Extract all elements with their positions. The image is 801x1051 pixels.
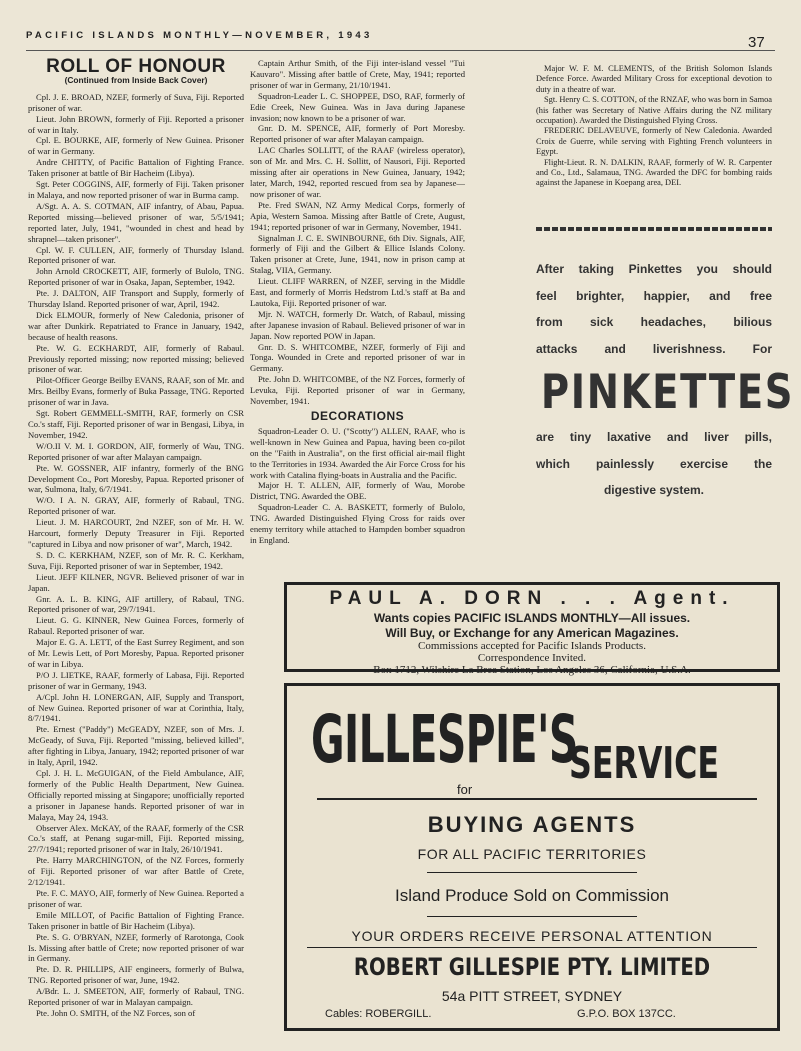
roll-of-honour-subtitle: (Continued from Inside Back Cover) (64, 74, 208, 85)
entry-paragraph: Pte. John O. SMITH, of the NZ Forces, son of (36, 1007, 196, 1018)
entry-paragraph: Cpl. J. H. L. McGUIGAN, of the Field Ambulance, AIF, formerly of the Public Health Department, New Guinea. Officially reported missing at Singapore; unofficially reported a prisoner in Japanese hands. Reported prisoner of war in Malaya, May 24, 1943. (28, 768, 244, 822)
header-rule (26, 50, 775, 51)
entry-paragraph: Observer Alex. McKAY, of the RAAF, formerly of the CSR Co.'s staff, at Penang sugar-mill, Fiji. Reported missing, 27/7/1941; reported prisoner of war in Italy, 26/10/1941. (28, 822, 244, 855)
entry-paragraph: Flight-Lieut. R. N. DALKIN, RAAF, formerly of W. R. Carpenter and Co., Ltd., Salamaua, TNG. Awarded the DFC for bombing raids against the Japanese in Koepang area, DEI. (536, 157, 772, 188)
entry-paragraph: Lieut. CLIFF WARREN, of NZEF, serving in the Middle East, and formerly of Morris Hedstrom Ltd.'s staff at Ba and Lautoka, Fiji. Reported prisoner of war. (250, 276, 465, 308)
pinkettes-line: After taking Pinkettes you should (536, 262, 772, 276)
territories-line: FOR ALL PACIFIC TERRITORIES (417, 846, 647, 862)
cable-address: Cables: ROBERGILL. (325, 1008, 432, 1020)
entry-paragraph: Pte. D. R. PHILLIPS, AIF engineers, formerly of Bulwa, TNG. Reported prisoner of war, June, 1942. (28, 964, 244, 986)
po-box: G.P.O. BOX 137CC. (577, 1008, 676, 1020)
page-number: 37 (748, 34, 765, 51)
entry-paragraph: Cpl. W. F. CULLEN, AIF, formerly of Thursday Island. Reported prisoner of war. (28, 244, 244, 266)
entry-paragraph: Lieut. G. G. KINNER, New Guinea Forces, formerly of Rabaul. Reported prisoner of war. (28, 615, 244, 637)
entry-paragraph: Sgt. Henry C. S. COTTON, of the RNZAF, who was born in Samoa (his father was Secretary of Native Affairs during the NZ military occupation). Awarded the Distinguished Flying Cross. (536, 95, 772, 126)
gillespie-for: for (457, 782, 473, 797)
entry-paragraph: Andre CHITTY, of Pacific Battalion of Fighting France. Taken prisoner at battle of Bir Hacheim (Libya). (28, 157, 244, 179)
entry-paragraph: Pte. Ernest ("Paddy") McGEADY, NZEF, son of Mrs. J. McGeady, of Suva, Fiji. Reported "missing, believed killed", after fighting in Libya, January, 1942; reported prisoner of war in Italy, April, 1942. (28, 724, 244, 768)
pinkettes-advertisement (536, 256, 795, 504)
column-2-entries (250, 58, 465, 407)
pinkettes-line: which painlessly exercise the (536, 456, 772, 471)
entry-paragraph: Pte. S. G. O'BRYAN, NZEF, formerly of Rarotonga, Cook Is. Missing after battle of Crete; now reported prisoner of war in Germany. (28, 931, 244, 964)
entry-paragraph: A/Bdr. L. J. SMEETON, AIF, formerly of Rabaul, TNG. Reported prisoner of war in Malayan campaign. (28, 986, 244, 1008)
buying-agents: BUYING AGENTS (427, 812, 637, 837)
dorn-line: Correspondence Invited. (477, 652, 587, 664)
entry-paragraph: Lieut. JEFF KILNER, NGVR. Believed prisoner of war in Japan. (28, 571, 244, 593)
dorn-line: Wants copies PACIFIC ISLANDS MONTHLY—All issues. (373, 611, 691, 625)
entry-paragraph: Pte. J. DALTON, AIF Transport and Supply, formerly of Thursday Island. Reported prisoner of war, April, 1942. (28, 288, 244, 310)
entry-paragraph: Captain Arthur Smith, of the Fiji inter-island vessel "Tui Kauvaro". Missing after battle of Crete, May, 1941; reported prisoner of war in Germany, 21/10/1941. (250, 58, 465, 90)
entry-paragraph: Major W. F. M. CLEMENTS, of the British Solomon Islands Defence Force. Awarded Military Cross for exceptional devotion to duty in a theatre of war. (536, 64, 772, 94)
entry-paragraph: P/O J. LIETKE, RAAF, formerly of Labasa, Fiji. Reported prisoner of war in Germany, 1943. (28, 669, 244, 691)
decorations-heading: DECORATIONS (310, 409, 405, 423)
dorn-headline: PAUL A. DORN . . . Agent. (329, 588, 735, 609)
entry-paragraph: LAC Charles SOLLITT, of the RAAF (wireless operator), son of Mr. and Mrs. C. H. Sollitt, of Nausori, Fiji. Reported missing after air operations in New Guinea, January, 1942; later, March, 1942, reported rescued from sea by Japanese—now prisoner of war. (250, 145, 465, 199)
entry-paragraph: Major H. T. ALLEN, AIF, formerly of Wau, Morobe District, TNG. Awarded the OBE. (250, 480, 465, 502)
divider (317, 798, 757, 800)
entry-paragraph: Lieut. John BROWN, formerly of Fiji. Reported a prisoner of war in Italy. (28, 113, 244, 135)
company-name: ROBERT GILLESPIE PTY. LIMITED (353, 953, 711, 981)
entry-paragraph: Pte. W. GOSSNER, AIF infantry, formerly of the BNG Development Co., Port Moresby, Papua. Reported prisoner of war, Sulmona, Italy, 6/7/1941. (28, 462, 244, 495)
entry-paragraph: Pte. John D. WHITCOMBE, of the NZ Forces, formerly of Levuka, Fiji. Reported prisoner of war in Germany, November, 1941. (250, 374, 465, 407)
column-3-entries (536, 64, 772, 189)
street-address: 54a PITT STREET, SYDNEY (441, 988, 623, 1004)
running-header: PACIFIC ISLANDS MONTHLY—NOVEMBER, 1943 (26, 30, 373, 41)
entry-paragraph: Pte. Harry MARCHINGTON, of the NZ Forces, formerly of Fiji. Reported prisoner of war after Battle of Crete, 2/12/1941. (28, 855, 244, 888)
roll-of-honour-column-1 (28, 58, 244, 1019)
entry-paragraph: Cpl. E. BOURKE, AIF, formerly of New Guinea. Prisoner of war in Germany. (28, 135, 244, 157)
column-1-entries (28, 92, 244, 1019)
entry-paragraph: Squadron-Leader C. A. BASKETT, formerly of Bulolo, TNG. Awarded Distinguished Flying Cross for raids over enemy territory while attached to Hampden bomber squadron in England. (250, 502, 465, 545)
entry-paragraph: Major E. G. A. LETT, of the East Surrey Regiment, and son of Mr. Lewis Lett, of Port Moresby, Papua. Reported prisoner of war in Libya. (28, 637, 244, 669)
entry-paragraph: Squadron-Leader O. U. ("Scotty") ALLEN, RAAF, who is well-known in New Guinea and Papua, having been co-pilot on the "Faith in Australia", on the first official air-mail flight to the Territories in 1934. Awarded the Air Force Cross for his work with Catalina flying-boats in Australia and the Pacific. (250, 425, 465, 480)
entry-paragraph: Squadron-Leader L. C. SHOPPEE, DSO, RAF, formerly of Edie Creek, New Guinea. Was in Java during Japanese invasion; now known to be a prisoner of war. (250, 90, 465, 123)
divider (427, 872, 637, 873)
pinkettes-line: attacks and liverishness. For (536, 341, 772, 356)
decorative-divider (536, 227, 772, 231)
dorn-line: Commissions accepted for Pacific Islands Products. (418, 640, 646, 652)
entry-paragraph: Gnr. A. L. B. KING, AIF artillery, of Rabaul, TNG. Reported prisoner of war, 29/7/1941. (28, 593, 244, 615)
gillespie-advertisement (284, 683, 780, 1031)
dorn-advertisement (284, 582, 780, 676)
gillespie-name: GILLESPIE'S (311, 701, 578, 778)
pinkettes-line: feel brighter, happier, and free (536, 288, 772, 303)
entry-paragraph: Pte. Fred SWAN, NZ Army Medical Corps, formerly of Apia, Western Samoa. Missing after Battle of Crete, August, 1941; reported prisoner of war in Germany, November, 1941. (250, 199, 465, 232)
entry-paragraph: Cpl. J. E. BROAD, NZEF, formerly of Suva, Fiji. Reported prisoner of war. (28, 91, 244, 113)
roll-of-honour-column-2 (250, 58, 465, 546)
entry-paragraph: Gnr. D. M. SPENCE, AIF, formerly of Port Moresby. Reported prisoner of war after Malayan campaign. (250, 123, 465, 145)
gillespie-logo (297, 700, 767, 796)
pinkettes-line: digestive system. (603, 483, 705, 497)
entry-paragraph: John Arnold CROCKETT, AIF, formerly of Bulolo, TNG. Reported prisoner of war in Osaka, Japan, September, 1942. (28, 266, 244, 288)
entry-paragraph: Pte. F. C. MAYO, AIF, formerly of New Guinea. Reported a prisoner of war. (28, 887, 244, 909)
entry-paragraph: A/Cpl. John H. LONERGAN, AIF, Supply and Transport, of New Guinea. Reported prisoner of war at Corinthia, Italy, 8/7/1941. (28, 691, 244, 724)
dorn-line: Will Buy, or Exchange for any American Magazines. (385, 626, 679, 640)
divider (307, 947, 757, 948)
decorations-entries (250, 426, 465, 546)
entry-paragraph: Lieut. J. M. HARCOURT, 2nd NZEF, son of Mr. H. W. Harcourt, formerly Deputy Treasurer in Fiji. Reported "captured in Libya and now prisoner of war", March, 1942. (28, 517, 244, 549)
entry-paragraph: Pilot-Officer George Beilby EVANS, RAAF, son of Mr. and Mrs. Beilby Evans, formerly of Buka Passage, TNG. Reported prisoner of war in Java. (28, 375, 244, 408)
entry-paragraph: W/O.II V. M. I. GORDON, AIF, formerly of Wau, TNG. Reported prisoner of war after Malayan campaign. (28, 440, 244, 462)
dorn-address: Box 1712, Wilshire La Brea Station, Los Angeles 36, California, U.S.A. (373, 664, 691, 676)
entry-paragraph: Sgt. Peter COGGINS, AIF, formerly of Fiji. Taken prisoner in Malaya, and now reported prisoner of war in Burma camp. (28, 179, 244, 200)
entry-paragraph: Mjr. N. WATCH, formerly Dr. Watch, of Rabaul, missing after Japanese invasion of Rabaul. Believed prisoner of war in Japan. Now reported POW in Japan. (250, 308, 465, 341)
pinkettes-brand: PINKETTES (540, 365, 795, 420)
entry-paragraph: W/O. I A. N. GRAY, AIF, formerly of Rabaul, TNG. Reported prisoner of war. (28, 495, 244, 517)
entry-paragraph: A/Sgt. A. A. S. COTMAN, AIF infantry, of Abau, Papua. Reported missing—believed prisoner of war, 5/5/1941; reported later, July, 1941, "wounded in chest and head by shrapnel—taken prisoner". (28, 200, 244, 244)
entry-paragraph: Dick ELMOUR, formerly of New Caledonia, prisoner of war after Dunkirk. Repatriated to France in January, 1942, because of health reasons. (28, 309, 244, 342)
roll-of-honour-column-3 (536, 64, 772, 189)
orders-line: YOUR ORDERS RECEIVE PERSONAL ATTENTION (351, 928, 713, 944)
entry-paragraph: Gnr. D. S. WHITCOMBE, NZEF, formerly of Fiji and Tonga. Wounded in Crete and reported prisoner of war in Germany. (250, 341, 465, 374)
pinkettes-line: are tiny laxative and liver pills, (536, 430, 772, 444)
divider (427, 916, 637, 917)
gillespie-service: SERVICE (569, 738, 720, 789)
island-produce-line: Island Produce Sold on Commission (394, 886, 670, 905)
pinkettes-line: from sick headaches, bilious (536, 315, 772, 329)
entry-paragraph: Emile MILLOT, of Pacific Battalion of Fighting France. Taken prisoner in battle of Bir Hacheim (Libya). (28, 909, 244, 931)
entry-paragraph: Signalman J. C. E. SWINBOURNE, 6th Div. Signals, AIF, formerly of Fiji and the Gilbert & Ellice Islands Colony. Taken prisoner at Crete, June, 1941, now in prison camp at Stalag, VIIA, Germany. (250, 232, 465, 276)
entry-paragraph: Pte. W. G. ECKHARDT, AIF, formerly of Rabaul. Previously reported missing; now reported missing; believed prisoner of war. (28, 342, 244, 375)
entry-paragraph: FREDERIC DELAVEUVE, formerly of New Caledonia. Awarded Croix de Guerre, while serving with Fighting French volunteers in Egypt. (536, 126, 772, 157)
entry-paragraph: Sgt. Robert GEMMELL-SMITH, RAF, formerly on CSR Co.'s staff, Fiji. Reported prisoner of war in Bengasi, Libya, in November, 1942. (28, 408, 244, 440)
roll-of-honour-title: ROLL OF HONOUR (46, 56, 226, 77)
entry-paragraph: S. D. C. KERKHAM, NZEF, son of Mr. R. C. Kerkham, Suva, Fiji. Reported prisoner of war in September, 1942. (28, 549, 244, 571)
